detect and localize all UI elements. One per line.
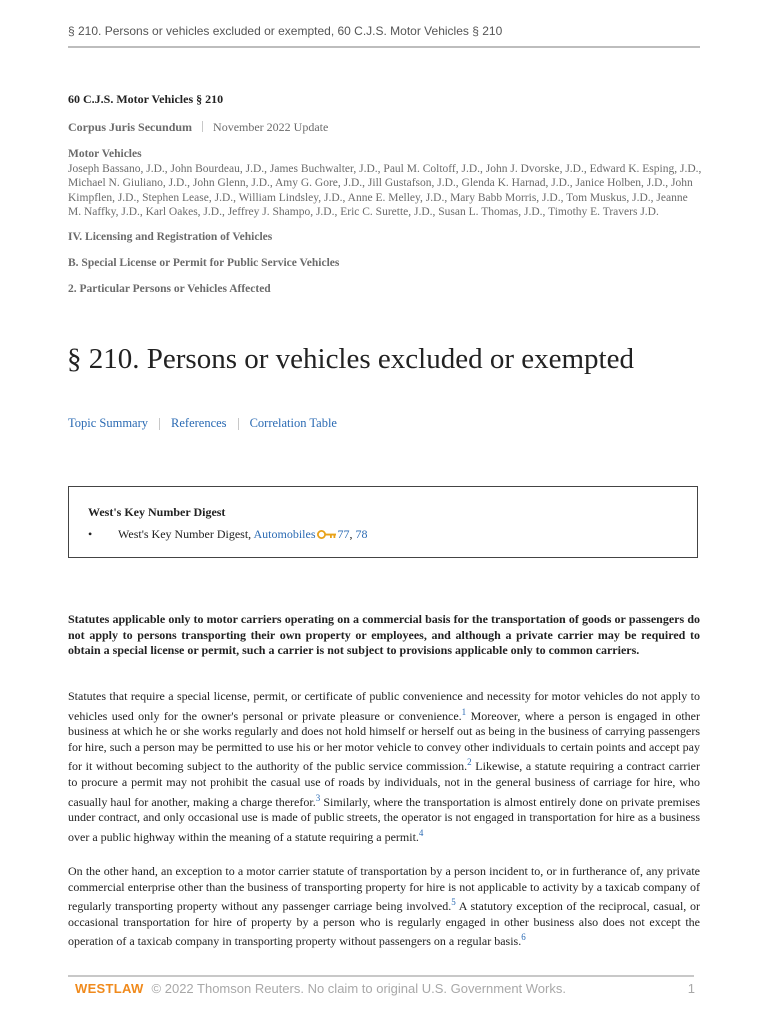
tab-topic-summary[interactable]: Topic Summary — [68, 416, 149, 430]
tab-correlation-table[interactable]: Correlation Table — [249, 416, 337, 430]
key-number-78-link[interactable]: 78 — [355, 527, 368, 541]
paragraph-text: Moreover, where a person is engaged in other business at which he or she works regularly and does not hold himself or herself out as being in the business of carrying passengers for hire, such a person may be permitted to use his or her motor vehicle to convey other individuals to certain points and accept pay for it without becoming subject to the authority of the public service commission. — [68, 708, 700, 774]
author-list: Joseph Bassano, J.D., John Bourdeau, J.D., James Buchwalter, J.D., Paul M. Coltoff, J.D., John J. Dvorske, J.D., Edward K. Esping, J.D., Michael N. Giuliano, J.D., John Glenn, J.D., Amy G. Gore, J.D., Jill Gustafson, J.D., Glenda K. Harnad, J.D., Janice Holben, J.D., John Kimpflen, J.D., Stephen Lease, J.D., William Lindsley, J.D., Anne E. Melley, J.D., Mary Babb Morris, J.D., Tom Muskus, J.D., Jeanne M. Naffky, J.D., Karl Oakes, J.D., Jeffrey J. Shampo, J.D., Eric C. Surette, J.D., Susan L. Thomas, J.D., Timothy E. Travers J.D. — [68, 162, 702, 218]
tab-divider — [238, 418, 239, 430]
body-paragraph-2 — [68, 864, 700, 950]
document-tabs — [68, 416, 337, 431]
footnote-ref-2[interactable]: 2 — [467, 757, 472, 768]
key-number-77: 77 — [337, 527, 350, 541]
section-summary: Statutes applicable only to motor carriers operating on a commercial basis for the transportation of goods or passengers do not apply to persons transporting their own property or employees, and although a private carrier may be required to obtain a special license or permit, such a carrier is not subject to provisions applicable only to common carriers. — [68, 612, 700, 657]
bullet: • — [88, 527, 93, 541]
tab-references[interactable]: References — [171, 416, 227, 430]
key-icon — [317, 529, 337, 544]
footnote-ref-5[interactable]: 5 — [451, 897, 456, 908]
body-paragraph-1 — [68, 689, 700, 845]
page-number: 1 — [687, 981, 695, 996]
westlaw-logo: WESTLAW — [75, 981, 144, 996]
comma: , — [349, 527, 356, 541]
tab-divider — [159, 418, 160, 430]
divider — [202, 121, 203, 132]
footnote-ref-4[interactable]: 4 — [418, 827, 424, 838]
key-number-prefix: West's Key Number Digest, — [118, 527, 254, 541]
footnote-ref-1[interactable]: 1 — [461, 706, 467, 717]
footnote-ref-3[interactable]: 3 — [315, 792, 321, 803]
running-header: § 210. Persons or vehicles excluded or exempted, 60 C.J.S. Motor Vehicles § 210 — [68, 24, 700, 48]
hierarchy-subpart: B. Special License or Permit for Public Service Vehicles — [68, 257, 340, 269]
copyright-notice: © 2022 Thomson Reuters. No claim to original U.S. Government Works. — [151, 981, 566, 996]
footnote-ref-6[interactable]: 6 — [521, 932, 526, 943]
paragraph-text: A statutory exception of the reciprocal, casual, or occasional transportation for hire of property by a person who is regularly engaged in other business also does not except the operation of a taxicab company in transporting property without passengers on a regular basis. — [68, 899, 700, 949]
key-number-item — [88, 527, 368, 544]
document-citation: 60 C.J.S. Motor Vehicles § 210 — [68, 92, 224, 106]
page-footer — [75, 981, 695, 996]
authors-block — [68, 147, 702, 220]
paragraph-text: On the other hand, an exception to a motor carrier statute of transportation by a person incident to, or in furtherance of, any private commercial enterprise other than the business of transporting property for hire is not applicable to activity by a taxicab company of regularly transporting property without any passenger carriage being involved. — [68, 864, 700, 914]
paragraph-text: Similarly, where the transportation is almost entirely done on private premises under contract, and only occasional use is made of public streets, the operator is not engaged in transportation for hire as a business over a public highway within the meaning of a statute requiring a permit. — [68, 794, 700, 844]
title-heading: Motor Vehicles — [68, 148, 142, 160]
key-number-heading: West's Key Number Digest — [88, 505, 226, 519]
publication-name: Corpus Juris Secundum — [68, 120, 193, 134]
source-line — [68, 120, 328, 135]
key-number-box — [68, 486, 698, 558]
hierarchy-subdivision: 2. Particular Persons or Vehicles Affected — [68, 283, 271, 295]
paragraph-text: Likewise, a statute requiring a contract carrier to procure a permit may not prohibit the casual use of roads by individuals, not in the general business of carriage for hire, who casually haul for another, making a charge therefor. — [68, 759, 700, 809]
paragraph-text: Statutes that require a special license, permit, or certificate of public convenience and necessity for motor vehicles do not apply to vehicles used only for the owner's personal or private pleasure or convenience. — [68, 689, 700, 723]
update-date: November 2022 Update — [213, 120, 329, 134]
footer-divider — [68, 975, 694, 977]
section-title: § 210. Persons or vehicles excluded or exempted — [67, 343, 634, 375]
key-number-topic: Automobiles — [253, 527, 316, 541]
hierarchy-part: IV. Licensing and Registration of Vehicles — [68, 231, 273, 243]
key-number-topic-link[interactable] — [254, 527, 350, 541]
